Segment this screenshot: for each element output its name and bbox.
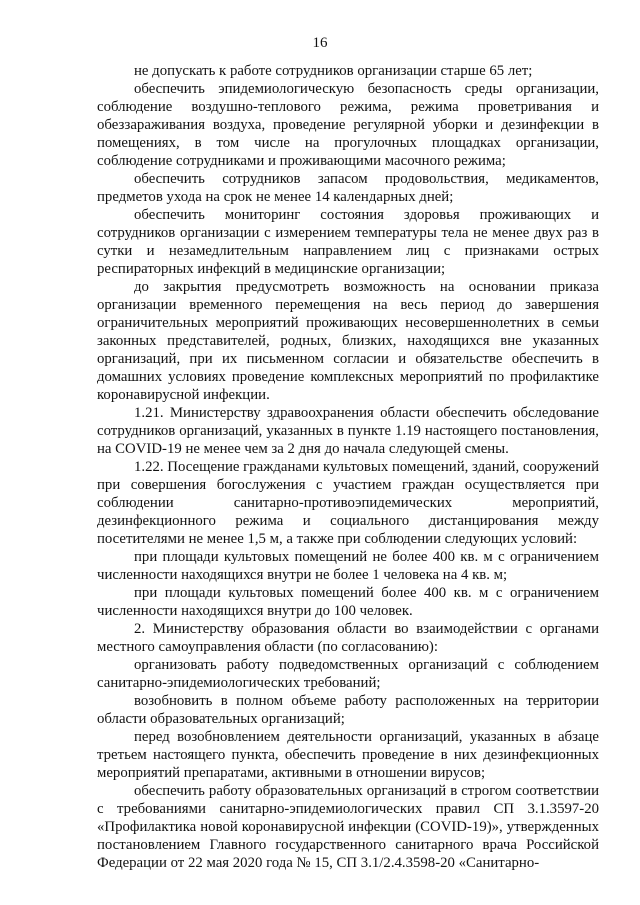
paragraph: обеспечить работу образовательных организаций в строгом соответствии с требованиями санитарно-эпидемиологических правил СП 3.1.3597-20 «Профилактика новой коронавирусной инфекции (COVID-19)», утвержденных постановлением Главного государственного санитарного врача Российской Федерации от 22 мая 2020 года № 15, СП 3.1/2.4.3598-20 «Санитарно-	[97, 783, 599, 871]
paragraph: организовать работу подведомственных организаций с соблюдением санитарно-эпидемиологических требований;	[97, 657, 599, 691]
paragraph: при площади культовых помещений более 400 кв. м с ограничением численности находящихся внутри до 100 человек.	[97, 585, 599, 619]
paragraph: обеспечить эпидемиологическую безопасность среды организации, соблюдение воздушно-теплового режима, режима проветривания и обеззараживания воздуха, проведение регулярной уборки и дезинфекции в помещениях, в том числе на прогулочных площадках организации, соблюдение сотрудниками и проживающими масочного режима;	[97, 81, 599, 169]
document-body	[97, 62, 599, 872]
paragraph: до закрытия предусмотреть возможность на основании приказа организации временного перемещения на весь период до завершения ограничительных мероприятий проживающих несовершеннолетних в семьи законных представителей, родных, близких, находящихся вне указанных организаций, при их письменном согласии и обязательстве обеспечить в домашних условиях проведение комплексных мероприятий по профилактике коронавирусной инфекции.	[97, 279, 599, 403]
paragraph: при площади культовых помещений не более 400 кв. м с ограничением численности находящихся внутри не более 1 человека на 4 кв. м;	[97, 549, 599, 583]
paragraph: обеспечить мониторинг состояния здоровья проживающих и сотрудников организации с измерением температуры тела не менее двух раз в сутки и незамедлительным направлением лиц с признаками острых респираторных инфекций в медицинские организации;	[97, 207, 599, 277]
paragraph: 1.22. Посещение гражданами культовых помещений, зданий, сооружений при совершения богослужения с участием граждан осуществляется при соблюдении санитарно-противоэпидемических мероприятий, дезинфекционного режима и социального дистанцирования между посетителями не менее 1,5 м, а также при соблюдении следующих условий:	[97, 459, 599, 547]
paragraph: обеспечить сотрудников запасом продовольствия, медикаментов, предметов ухода на срок не менее 14 календарных дней;	[97, 171, 599, 205]
paragraph: 1.21. Министерству здравоохранения области обеспечить обследование сотрудников организаций, указанных в пункте 1.19 настоящего постановления, на COVID-19 не менее чем за 2 дня до начала следующей смены.	[97, 405, 599, 457]
paragraph: 2. Министерству образования области во взаимодействии с органами местного самоуправления области (по согласованию):	[97, 621, 599, 655]
paragraph: перед возобновлением деятельности организаций, указанных в абзаце третьем настоящего пункта, обеспечить проведение в них дезинфекционных мероприятий препаратами, активными в отношении вирусов;	[97, 729, 599, 781]
paragraph: не допускать к работе сотрудников организации старше 65 лет;	[134, 63, 533, 79]
paragraph: возобновить в полном объеме работу расположенных на территории области образовательных организаций;	[97, 693, 599, 727]
page-number: 16	[312, 35, 328, 51]
